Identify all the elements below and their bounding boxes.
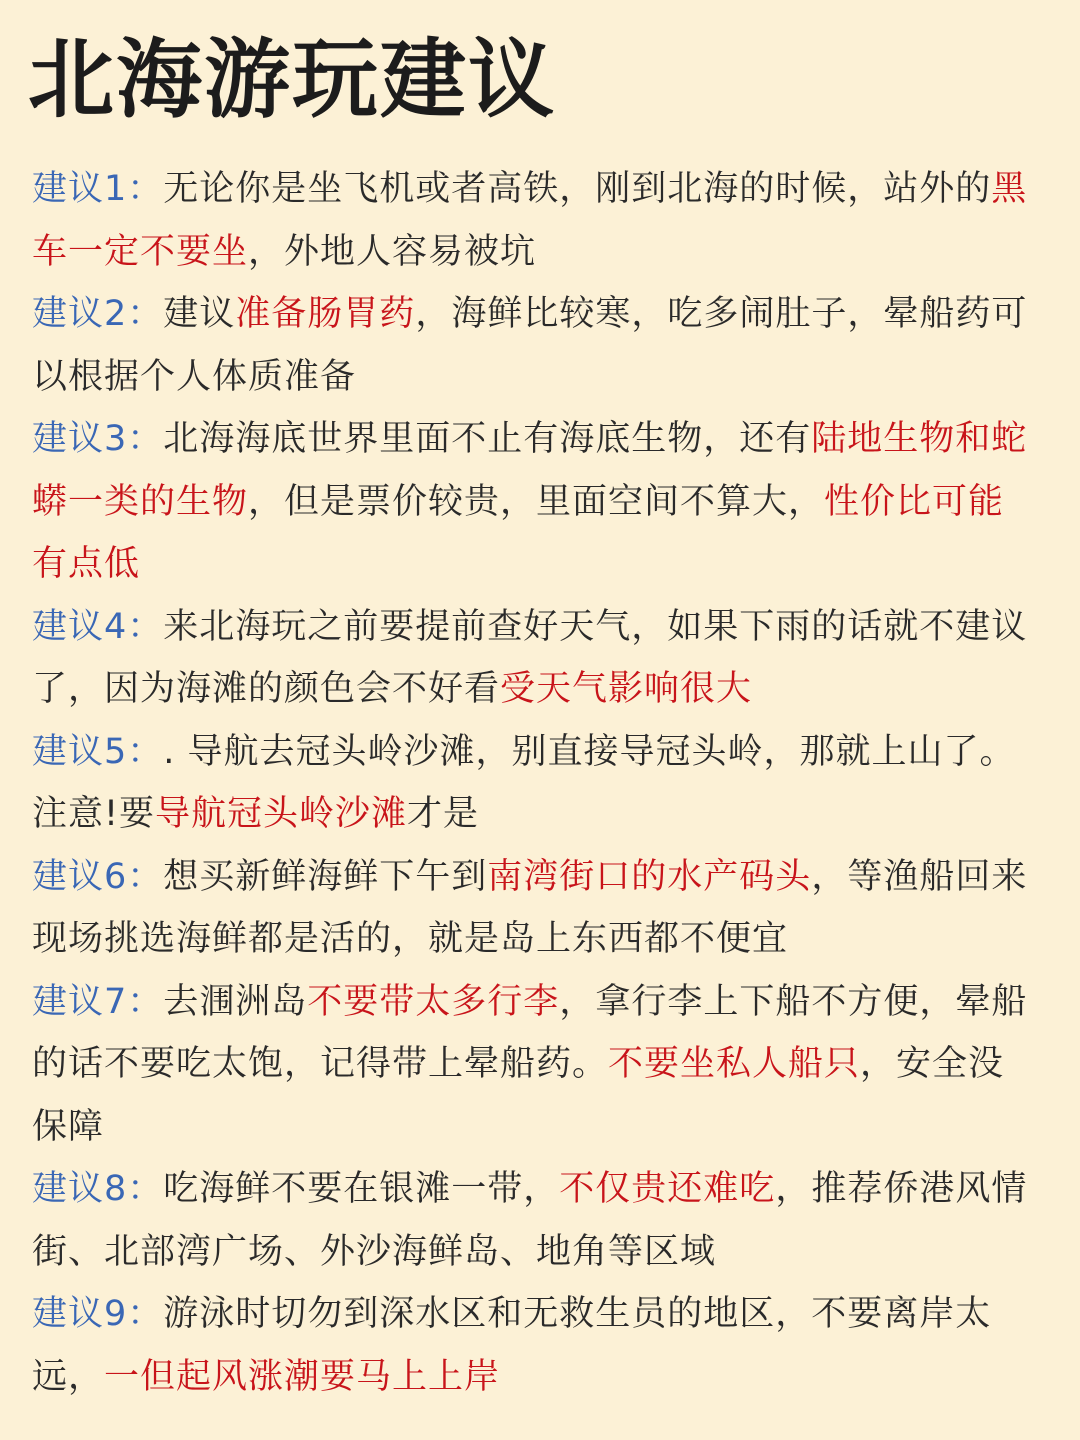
tip-item: [32, 1283, 1040, 1408]
tip-text: ，但是票价较贵，里面空间不算大，: [248, 481, 825, 522]
tip-highlight-text: 性价比可能有点低: [32, 481, 1005, 584]
tip-text: ，拿行李上下船不方便，晕船的话不要吃太饱，记得带上晕船药。: [32, 981, 1028, 1084]
tip-label: 建议9：: [32, 1294, 164, 1334]
tip-text: 去涠洲岛: [163, 981, 308, 1022]
tip-item: [32, 846, 1040, 971]
tip-text: 才是: [407, 794, 480, 834]
tip-text: 北海海底世界里面不止有海底生物，还有: [163, 419, 812, 459]
page-title: 北海游玩建议: [28, 30, 556, 130]
tip-text: 来北海玩之前要提前查好天气，如果下雨的话就不建议了，因为海滩的颜色会不好看: [32, 606, 1028, 709]
tip-text: 想买新鲜海鲜下午到: [163, 856, 488, 897]
tip-highlight-text: 不要坐私人船只: [608, 1044, 861, 1084]
tip-label: 建议5：: [32, 731, 164, 772]
tip-text: ，外地人容易被坑: [248, 231, 537, 272]
tip-label: 建议2：: [32, 294, 164, 334]
tip-label: 建议1：: [32, 169, 164, 209]
tip-text: ，推荐侨港风情街、北部湾广场、外沙海鲜岛、地角等区域: [32, 1169, 1028, 1272]
tip-item: [32, 721, 1040, 846]
tip-item: [32, 1158, 1040, 1283]
tip-text: ，安全没保障: [32, 1044, 1005, 1147]
tip-highlight-text: 受天气影响很大: [500, 669, 753, 709]
tip-item: [32, 408, 1040, 596]
tip-item: [32, 596, 1040, 721]
tip-text: 无论你是坐飞机或者高铁，刚到北海的时候，站外的: [163, 169, 992, 209]
tip-label: 建议3：: [32, 419, 164, 459]
tip-text: 吃海鲜不要在银滩一带，: [163, 1169, 560, 1209]
tip-label: 建议7：: [32, 981, 164, 1022]
tip-highlight-text: 不仅贵还难吃: [559, 1169, 776, 1209]
tip-item: [32, 971, 1040, 1159]
tip-text: 建议: [163, 294, 236, 334]
tip-label: 建议4：: [32, 606, 164, 647]
tip-highlight-text: 准备肠胃药: [235, 294, 416, 334]
tip-text: ，海鲜比较寒，吃多闹肚子，晕船药可以根据个人体质准备: [32, 294, 1028, 397]
tip-text: . 导航去冠头岭沙滩，别直接导冠头岭，那就上山了。注意!要: [32, 731, 1016, 834]
tip-label: 建议6：: [32, 856, 164, 897]
tip-item: [32, 283, 1040, 408]
tips-list: [32, 158, 1040, 1408]
tip-highlight-text: 陆地生物和蛇蟒一类的生物: [32, 419, 1028, 522]
tip-highlight-text: 南湾街口的水产码头: [487, 856, 812, 897]
tip-item: [32, 158, 1040, 283]
tip-highlight-text: 黑车一定不要坐: [32, 169, 1028, 272]
tip-highlight-text: 导航冠头岭沙滩: [155, 794, 408, 834]
tip-highlight-text: 不要带太多行李: [307, 981, 560, 1022]
tip-text: 游泳时切勿到深水区和无救生员的地区，不要离岸太远，: [32, 1294, 992, 1397]
tip-label: 建议8：: [32, 1169, 164, 1209]
tip-highlight-text: 一但起风涨潮要马上上岸: [104, 1356, 501, 1397]
tip-text: ，等渔船回来现场挑选海鲜都是活的，就是岛上东西都不便宜: [32, 856, 1028, 959]
